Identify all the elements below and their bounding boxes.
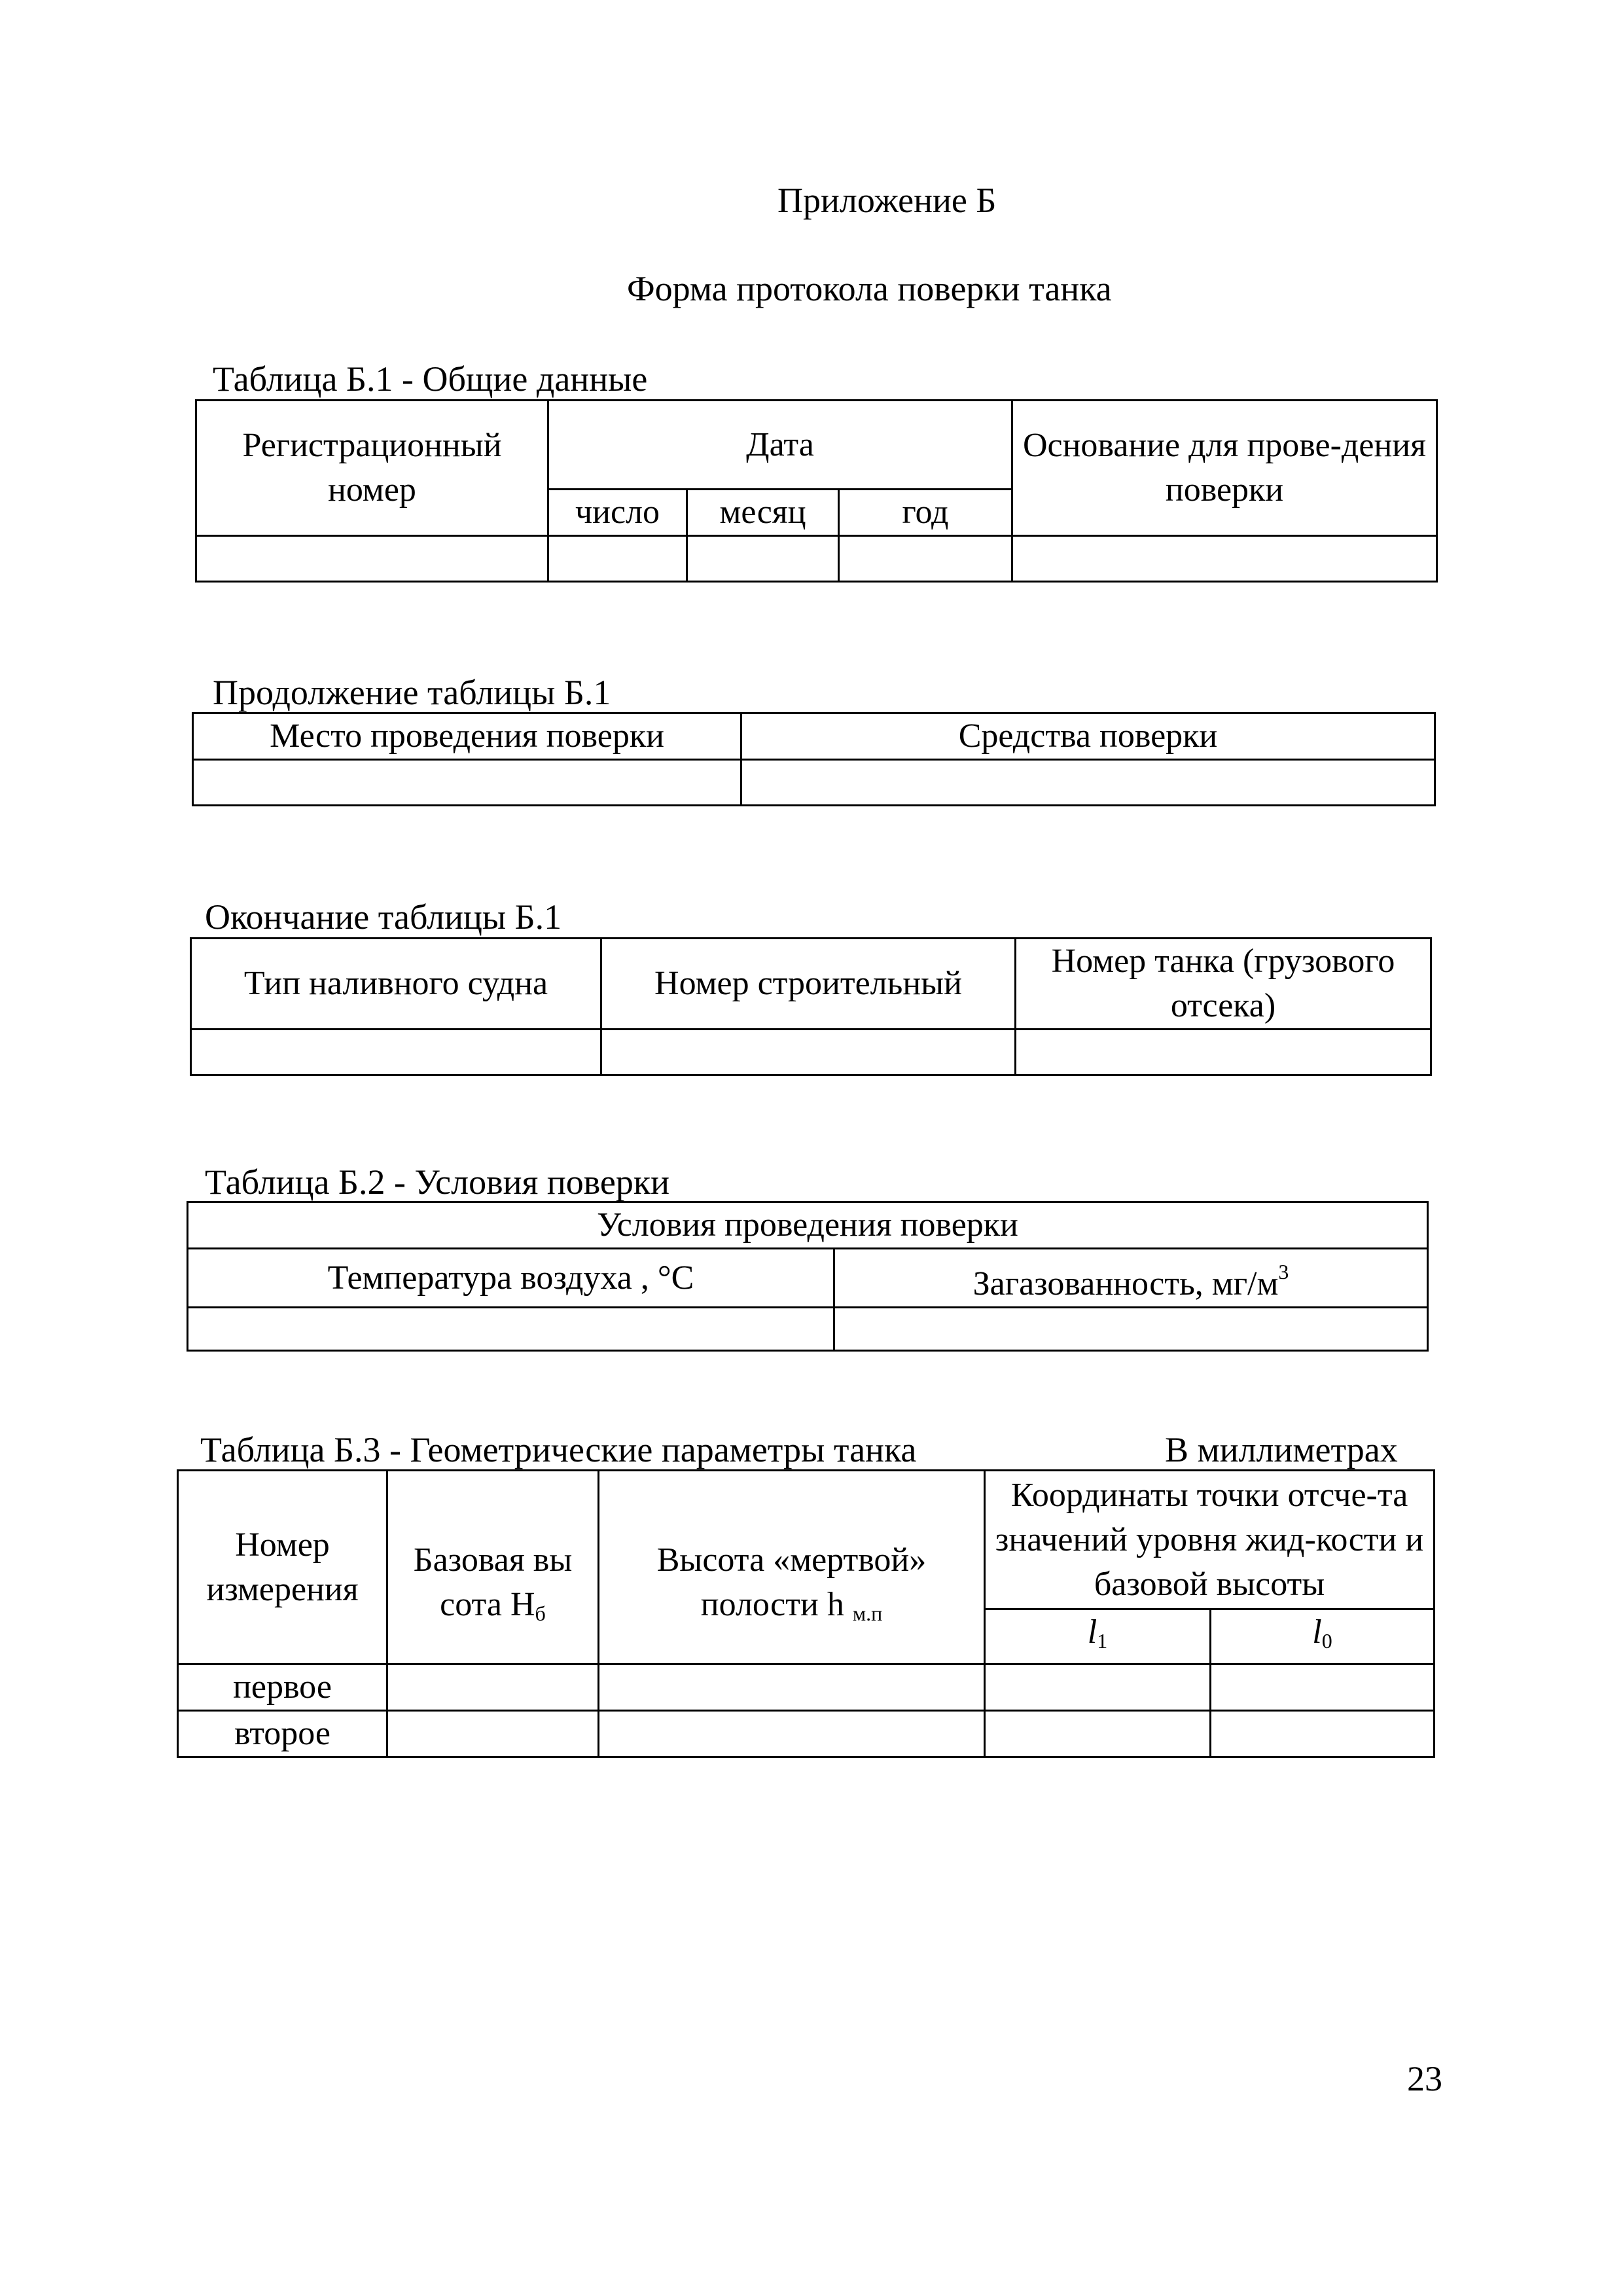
header-day: число (548, 490, 687, 536)
table-b2 (187, 1201, 1429, 1352)
table-cell[interactable] (387, 1664, 599, 1711)
header-year: год (839, 490, 1012, 536)
gas-content-label: Загазованность, мг/м (972, 1265, 1279, 1302)
row-label-first: первое (178, 1664, 387, 1711)
table-b3 (177, 1469, 1435, 1758)
table-cell[interactable] (741, 760, 1435, 806)
appendix-title: Приложение Б (777, 181, 997, 220)
form-title: Форма протокола поверки танка (627, 269, 1112, 308)
gas-content-superscript: 3 (1278, 1260, 1289, 1283)
row-label-second: второе (178, 1711, 387, 1757)
table-cell[interactable] (387, 1711, 599, 1757)
header-tank-number: Номер танка (грузового отсека) (1016, 939, 1431, 1030)
header-basis: Основание для прове-дения поверки (1012, 401, 1437, 536)
header-place: Место проведения поверки (193, 713, 741, 760)
table-cell[interactable] (196, 536, 548, 582)
table-cell[interactable] (191, 1030, 601, 1075)
header-base-height (387, 1471, 599, 1664)
table-cell[interactable] (985, 1711, 1211, 1757)
table-b1-cont-caption: Продолжение таблицы Б.1 (213, 673, 611, 712)
header-measurement-number: Номер измерения (178, 1471, 387, 1664)
table-cell[interactable] (193, 760, 741, 806)
table-b1-cont (192, 712, 1436, 806)
table-b1-caption: Таблица Б.1 - Общие данные (213, 359, 648, 399)
base-height-label: Базовая вы сота H (413, 1541, 573, 1623)
dead-height-label: Высота «мертвой» полости h (656, 1541, 927, 1623)
table-cell[interactable] (599, 1664, 985, 1711)
l1-subscript: 1 (1097, 1629, 1108, 1653)
table-b3-caption: Таблица Б.3 - Геометрические параметры танка (200, 1430, 917, 1469)
l1-symbol: l (1087, 1613, 1097, 1651)
header-l0 (1211, 1609, 1435, 1664)
header-build-number: Номер строительный (601, 939, 1016, 1030)
header-month: месяц (687, 490, 839, 536)
table-cell[interactable] (548, 536, 687, 582)
header-means: Средства поверки (741, 713, 1435, 760)
table-cell[interactable] (188, 1308, 834, 1351)
table-cell[interactable] (687, 536, 839, 582)
dead-height-subscript: м.п (852, 1602, 883, 1625)
table-cell[interactable] (1016, 1030, 1431, 1075)
header-l1 (985, 1609, 1211, 1664)
table-cell[interactable] (1211, 1664, 1435, 1711)
table-cell[interactable] (599, 1711, 985, 1757)
table-cell[interactable] (834, 1308, 1428, 1351)
table-cell[interactable] (985, 1664, 1211, 1711)
table-cell[interactable] (1012, 536, 1437, 582)
table-b1-end (190, 937, 1432, 1076)
page-number: 23 (1407, 2059, 1442, 2098)
table-cell[interactable] (601, 1030, 1016, 1075)
table-b1-end-caption: Окончание таблицы Б.1 (205, 897, 562, 937)
table-b2-caption: Таблица Б.2 - Условия поверки (205, 1162, 670, 1202)
header-conditions: Условия проведения поверки (188, 1202, 1428, 1249)
header-reg-number: Регистрационный номер (196, 401, 548, 536)
table-b3-units: В миллиметрах (1165, 1430, 1398, 1469)
header-vessel-type: Тип наливного судна (191, 939, 601, 1030)
table-cell[interactable] (839, 536, 1012, 582)
header-air-temp: Температура воздуха , °С (188, 1249, 834, 1308)
header-coordinates: Координаты точки отсче-та значений уровня жид-кости и базовой высоты (985, 1471, 1435, 1609)
header-gas-content (834, 1249, 1428, 1308)
base-height-subscript: б (535, 1602, 546, 1625)
header-date: Дата (548, 401, 1012, 490)
l0-subscript: 0 (1321, 1629, 1332, 1653)
table-cell[interactable] (1211, 1711, 1435, 1757)
table-b1 (195, 399, 1438, 583)
l0-symbol: l (1312, 1613, 1322, 1651)
header-dead-height (599, 1471, 985, 1664)
